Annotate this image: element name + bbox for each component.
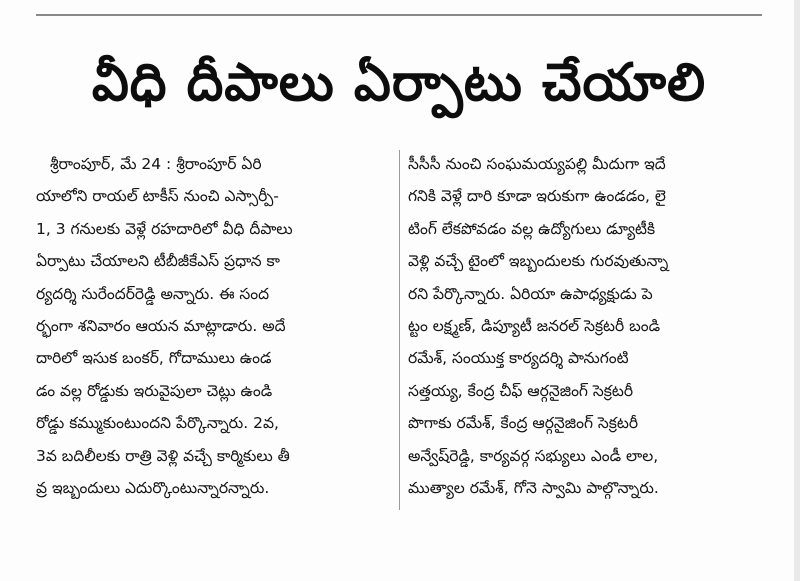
column-divider <box>399 150 400 510</box>
body-line: రోడ్డు కమ్ముకుంటుందని పేర్కొన్నారు. 2వ, <box>36 414 279 433</box>
body-line: పొగాకు రమేశ్, కేంద్ర ఆర్గనైజింగ్ సెక్రటరీ <box>408 414 639 433</box>
body-line: ట్టం లక్ష్మణ్, డిప్యూటీ జనరల్ సెక్రటరీ బండి <box>408 316 661 335</box>
body-line: రమేశ్, సంయుక్త కార్యదర్శి పానుగంటి <box>408 349 629 368</box>
body-line: ఏర్పాటు చేయాలని టీబీజీకేఎస్ ప్రధాన కా <box>36 252 280 271</box>
body-line: రని పేర్కొన్నారు. ఏరియా ఉపాధ్యక్షుడు పె <box>408 284 653 303</box>
body-line: 1, 3 గనులకు వెళ్లే రహదారిలో వీధి దీపాలు <box>36 219 293 238</box>
body-line: వెళ్లి వచ్చే టైంలో ఇబ్బందులకు గురవుతున్నా <box>408 252 669 271</box>
body-line: గనికి వెళ్లే దారి కూడా ఇరుకుగా ఉండడం, లై <box>408 187 666 206</box>
body-line: డం వల్ల రోడ్డుకు ఇరువైపులా చెట్లు ఉండి <box>36 381 273 400</box>
body-line: 3వ బదిలీలకు రాత్రి వెళ్లి వచ్చే కార్మికులు తీ <box>36 446 290 465</box>
article-column-left <box>36 148 391 512</box>
body-line: యాలోని రాయల్ టాకీస్ నుంచి ఎస్సార్పీ- <box>36 187 279 206</box>
body-line: వ్ర ఇబ్బందులు ఎదుర్కొంటున్నారన్నారు. <box>36 478 270 497</box>
body-line: సత్తయ్య, కేంద్ర చీఫ్ ఆర్గనైజింగ్ సెక్రటరీ <box>408 381 634 400</box>
body-line: ర్భంగా శనివారం ఆయన మాట్లాడారు. అదే <box>36 316 286 335</box>
body-line: శ్రీరాంపూర్, మే 24 : శ్రీరాంపూర్ ఏరి <box>50 155 262 173</box>
top-rule-divider <box>36 14 762 16</box>
body-line: సీసీసీ నుంచి సంఘమయ్యపల్లి మీదుగా ఇదే <box>408 155 666 173</box>
article-column-right <box>408 148 762 512</box>
body-line: దారిలో ఇసుక బంకర్, గోదాములు ఉండ <box>36 349 272 368</box>
body-line: ర్యదర్శి సురేందర్‌రెడ్డి అన్నారు. ఈ సంద <box>36 284 270 303</box>
body-line: ముత్యాల రమేశ్, గోనె స్వామి పాల్గొన్నారు. <box>408 478 659 497</box>
body-line: అన్వేష్‌రెడ్డి, కార్యవర్గ సభ్యులు ఎండీ లాల, <box>408 446 659 465</box>
article-headline: వీధి దీపాలు ఏర్పాటు చేయాలి <box>91 53 707 113</box>
page-edge-shadow <box>794 0 800 581</box>
body-line: టింగ్ లేకపోవడం వల్ల ఉద్యోగులు డ్యూటీకి <box>408 219 656 238</box>
